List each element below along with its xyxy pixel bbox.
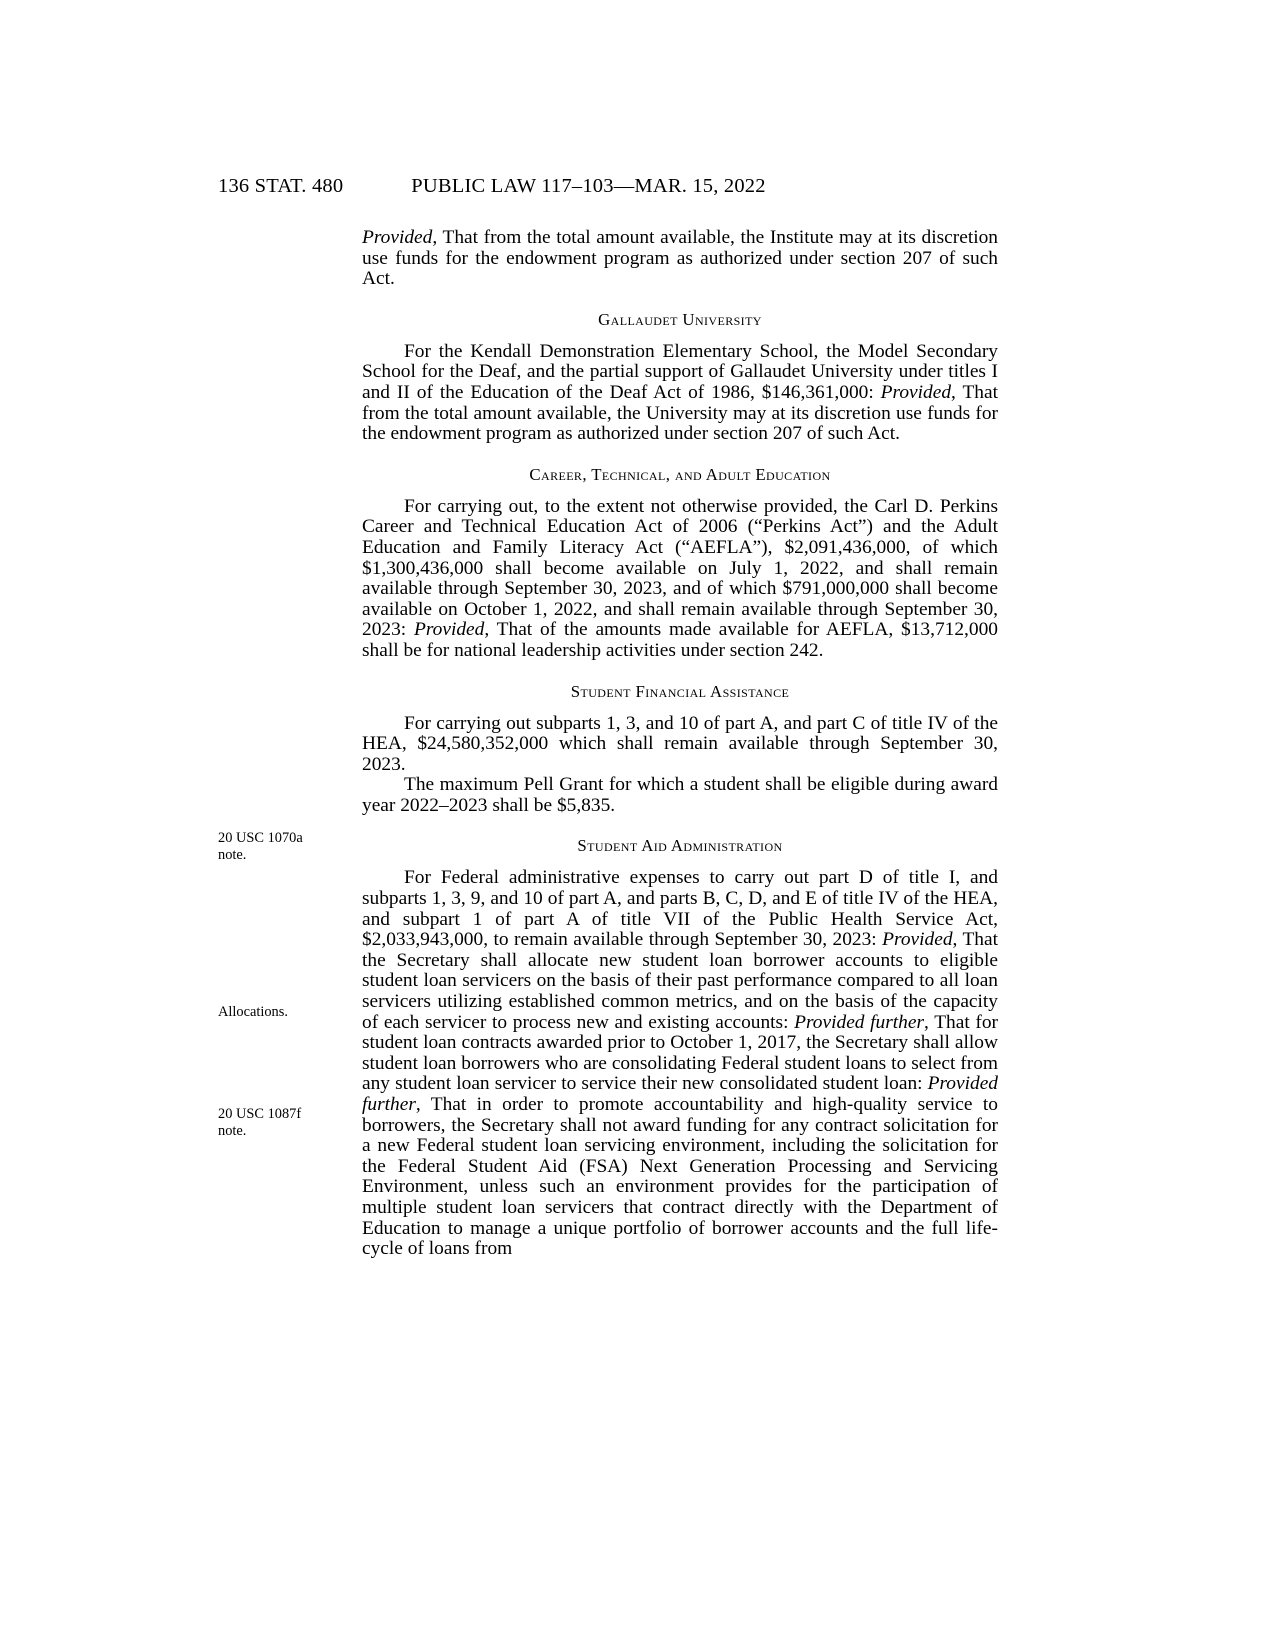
paragraph-max-pell-grant: The maximum Pell Grant for which a student shall be eligible during award year 2022–2023 shall be $5,835. [362,774,998,816]
paragraph-career-education [362,497,998,662]
public-law-line: PUBLIC LAW 117–103—MAR. 15, 2022 [411,175,766,197]
italic-provided: Provided [413,619,485,641]
page-header [218,175,1018,198]
marginal-note-line2: note. [218,1122,247,1139]
paragraph-text-4: , That in order to promote accountability and high-quality service to borrowers, the Secretary shall not award funding for any contract solicitation for a new Federal student loan servicing environment, including the solicitation for the Federal Student Aid (FSA) Next Generation Processing and Servicing Environment, unless such an environment provides for the participation of multiple student loan servicers that contract directly with the Department of Education to manage a unique portfolio of borrower accounts and the full life-cycle of loans from [362,1094,998,1260]
heading-student-aid-administration: Student Aid Administration [577,836,783,856]
paragraph-institute-endowment [362,228,998,290]
marginal-note [218,1106,348,1139]
marginal-note [218,830,348,863]
paragraph-text: , That from the total amount available, the Institute may at its discretion use funds for the endowment program as authorized under section 207 of such Act. [362,227,998,290]
paragraph-text: For Federal administrative expenses to carry out part D of title I, and subparts 1, 3, 9, and 10 of part A, and parts B, C, D, and E of title IV of the HEA, and subpart 1 of part A of title VII of the Public Health Service Act, $2,033,943,000, to remain available through September 30, 2023: [362,867,998,951]
paragraph-text: For carrying out, to the extent not otherwise provided, the Carl D. Perkins Career and Technical Education Act of 2006 (“Perkins Act”) and the Adult Education and Family Literacy Act (“AEFLA”), $2,091,436,000, of which $1,300,436,000 shall become available on July 1, 2022, and shall remain available through September 30, 2023, and of which $791,000,000 shall become available on October 1, 2022, and shall remain available through September 30, 2023: [362,495,998,641]
paragraph-text-continued: , That from the total amount available, the University may at its discretion use funds for the endowment program as authorized under section 207 of such Act. [362,381,998,445]
paragraph-text: For the Kendall Demonstration Elementary School, the Model Secondary School for the Deaf, and the partial support of Gallaudet University under titles I and II of the Education of the Deaf Act of 1986, $146,361,000: [362,340,998,403]
marginal-note [218,1004,348,1021]
marginal-note-line1: 20 USC 1087f [218,1106,302,1122]
heading-career-technical-adult-education: Career, Technical, and Adult Education [529,464,831,484]
statute-citation: 136 STAT. 480 [218,175,344,197]
italic-provided-further-2: Provided further [362,1073,998,1115]
paragraph-student-aid-administration [362,868,998,1259]
italic-provided: Provided [880,381,952,403]
paragraph-text-continued: , That of the amounts made available for AEFLA, $13,712,000 shall be for national leadership activities under section 242. [362,619,998,661]
paragraph-gallaudet [362,342,998,445]
marginal-note-line1: 20 USC 1070a [218,830,303,846]
marginal-note-line2: note. [218,846,247,863]
marginal-note-line1: Allocations. [218,1004,288,1020]
heading-student-financial-assistance: Student Financial Assistance [570,681,790,701]
italic-provided: Provided [882,929,953,951]
document-body [362,228,998,1260]
italic-provided: Provided [362,227,433,248]
paragraph-text-3: , That for student loan contracts awarded prior to October 1, 2017, the Secretary shall allow student loan borrowers who are consolidating Federal student loans to select from any student loan servicer to service their new consolidated student loan: [362,1011,998,1095]
paragraph-student-financial-assistance: For carrying out subparts 1, 3, and 10 of part A, and part C of title IV of the HEA, $24,580,352,000 which shall remain available through September 30, 2023. [362,712,998,775]
paragraph-text-2: , That the Secretary shall allocate new student loan borrower accounts to eligible student loan servicers on the basis of their past performance compared to all loan servicers utilizing established common metrics, and on the basis of the capacity of each servicer to process new and existing accounts: [362,929,998,1033]
italic-provided-further: Provided further [794,1011,925,1033]
heading-gallaudet-university: Gallaudet University [598,309,762,329]
